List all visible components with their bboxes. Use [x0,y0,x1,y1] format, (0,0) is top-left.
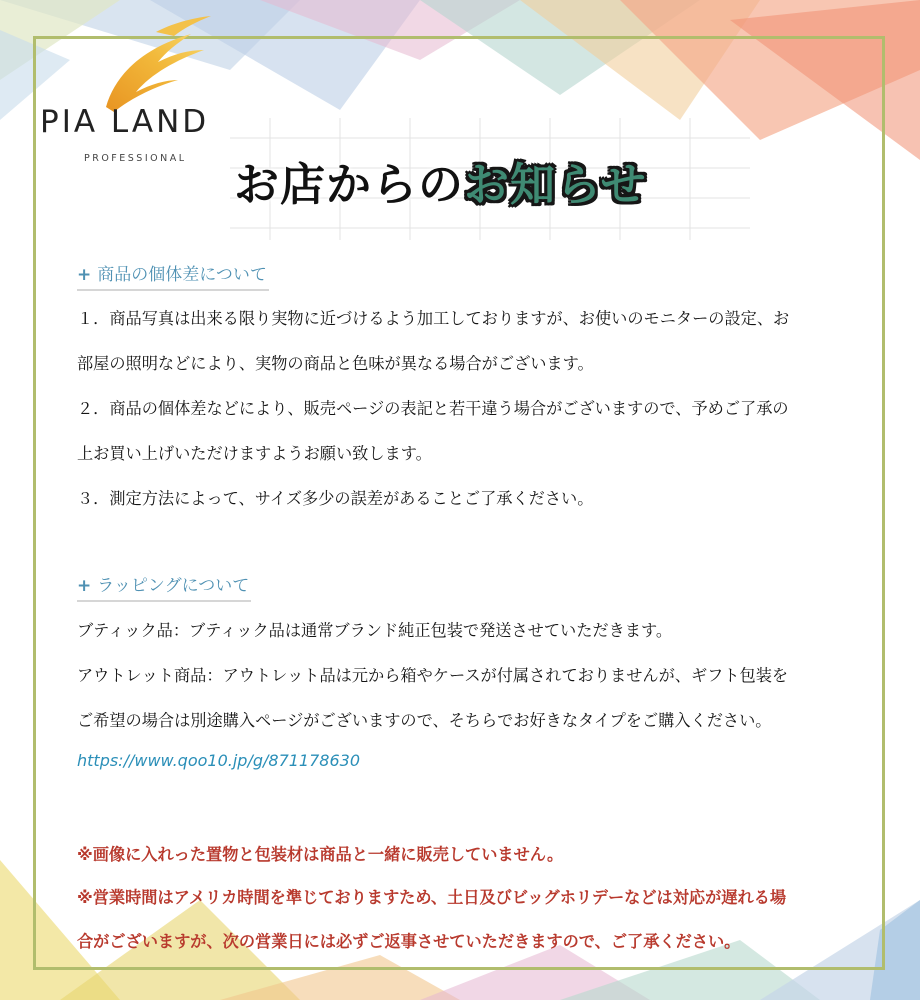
paragraph-line: ３．測定方法によって、サイズ多少の誤差があることご了承ください。 [77,489,594,508]
section-heading-wrapping [77,571,251,602]
page-title-main: お店からの [234,158,465,211]
section-heading-label: ラッピングについて [97,576,250,596]
paragraph-line: ２．商品の個体差などにより、販売ページの表記と若干違う場合がございますので、予めご了承の [77,399,789,418]
brand-logo [38,12,268,172]
paragraph-line: ご希望の場合は別途購入ページがございますので、そちらでお好きなタイプをご購入ください。 [77,711,772,730]
paragraph-line: ブティック品：ブティック品は通常ブランド純正包装で発送させていただきます。 [77,621,673,640]
notice-line: ※画像に入れった置物と包装材は商品と一緒に販売していません。 [77,845,564,864]
brand-name: PIA LAND [40,104,210,140]
notice-line: 合がございますが、次の営業日には必ずご返事させていただきますので、ご了承ください。 [77,932,741,951]
paragraph-line: アウトレット商品：アウトレット品は元から箱やケースが付属されておりませんが、ギフト包装を [77,666,789,685]
page-title [234,150,647,220]
brand-tagline: PROFESSIONAL [84,153,187,164]
page-title-accent: お知らせ [464,158,647,211]
notice-line: ※営業時間はアメリカ時間を準じておりますため、土日及びビッグホリデーなどは対応が遅れる場 [77,888,787,907]
plus-icon: + [77,265,92,285]
purchase-page-link[interactable]: https://www.qoo10.jp/g/871178630 [77,751,361,770]
paragraph-line: １．商品写真は出来る限り実物に近づけるよう加工しておりますが、お使いのモニターの設定、お [77,309,790,328]
section-heading-individual-differences [77,260,269,291]
section-heading-label: 商品の個体差について [97,265,267,285]
paragraph-line: 上お買い上げいただけますようお願い致します。 [77,444,432,463]
paragraph-line: 部屋の照明などにより、実物の商品と色味が異なる場合がございます。 [77,354,594,373]
plus-icon: + [77,576,92,596]
